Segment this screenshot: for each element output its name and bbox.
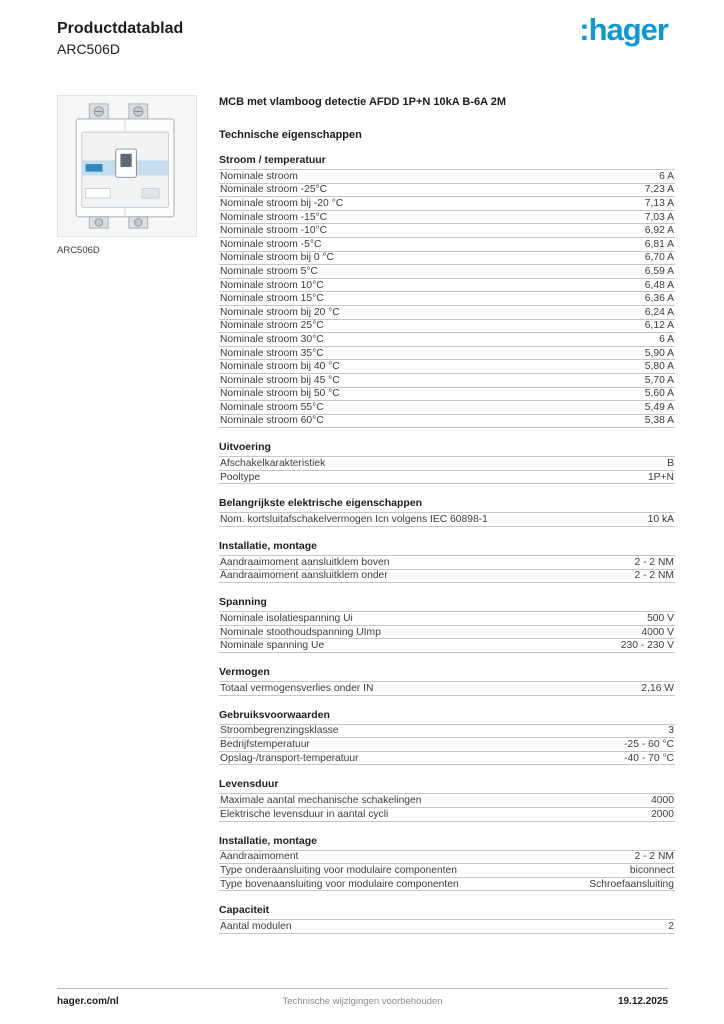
- spec-label: Nominale stroom 5°C: [220, 265, 318, 277]
- spec-label: Opslag-/transport-temperatuur: [220, 752, 359, 764]
- spec-label: Nominale stroom -5°C: [220, 238, 322, 250]
- spec-value: 6,12 A: [644, 320, 674, 332]
- spec-label: Nom. kortsluitafschakelvermogen Icn volgens IEC 60898-1: [220, 514, 488, 526]
- spec-value: -25 - 60 °C: [624, 739, 674, 751]
- section-rows: [219, 724, 675, 766]
- spec-label: Nominale stroom bij 50 °C: [220, 388, 340, 400]
- spec-label: Nominale isolatiespanning Ui: [220, 613, 353, 625]
- spec-label: Nominale stroom: [220, 170, 298, 182]
- spec-row: [219, 513, 675, 527]
- product-heading: MCB met vlamboog detectie AFDD 1P+N 10kA B-6A 2M: [219, 96, 506, 108]
- page-footer: [57, 988, 668, 1007]
- spec-label: Afschakelkarakteristiek: [220, 458, 326, 470]
- page-title: Productdatablad: [57, 20, 184, 37]
- spec-row: [219, 471, 675, 485]
- spec-value: 230 - 230 V: [620, 640, 674, 652]
- spec-label: Nominale stroom -25°C: [220, 184, 328, 196]
- section-rows: [219, 456, 675, 484]
- spec-value: 5,90 A: [644, 347, 674, 359]
- spec-label: Nominale stroom 30°C: [220, 333, 324, 345]
- section-rows: [219, 850, 675, 892]
- spec-value: 500 V: [647, 613, 674, 625]
- spec-label: Aandraaimoment: [220, 851, 299, 863]
- spec-label: Nominale stroom bij 45 °C: [220, 374, 340, 386]
- spec-label: Nominale stroom 25°C: [220, 320, 324, 332]
- spec-value: 5,70 A: [644, 374, 674, 386]
- product-image: [57, 95, 197, 237]
- hager-logo: :hager: [579, 12, 668, 47]
- spec-column: [219, 96, 675, 934]
- section-title: Installatie, montage: [219, 540, 318, 553]
- spec-row: [219, 639, 675, 653]
- spec-value: 3: [668, 725, 674, 737]
- spec-label: Nominale spanning Ue: [220, 640, 325, 652]
- spec-row: [219, 457, 675, 471]
- spec-label: Nominale stroom bij 40 °C: [220, 361, 340, 373]
- spec-label: Type onderaansluiting voor modulaire componenten: [220, 864, 457, 876]
- spec-value: 6,48 A: [644, 279, 674, 291]
- spec-value: 4000: [651, 795, 674, 807]
- product-image-caption: ARC506D: [57, 245, 100, 256]
- spec-row: [219, 738, 675, 752]
- spec-row: [219, 851, 675, 865]
- spec-row: [219, 388, 675, 402]
- spec-row: [219, 184, 675, 198]
- spec-label: Aandraaimoment aansluitklem boven: [220, 556, 390, 568]
- section-title: Capaciteit: [219, 904, 270, 917]
- section-title: Belangrijkste elektrische eigenschappen: [219, 497, 423, 510]
- spec-row: [219, 211, 675, 225]
- spec-value: 6,36 A: [644, 293, 674, 305]
- spec-value: 2 - 2 NM: [634, 556, 674, 568]
- spec-row: [219, 224, 675, 238]
- spec-row: [219, 752, 675, 766]
- footer-disclaimer: Technische wijzigingen voorbehouden: [282, 996, 443, 1007]
- spec-value: Schroefaansluiting: [589, 878, 674, 890]
- spec-value: biconnect: [629, 864, 674, 876]
- section-rows: [219, 512, 675, 527]
- spec-row: [219, 725, 675, 739]
- spec-label: Maximale aantal mechanische schakelingen: [220, 795, 422, 807]
- spec-label: Aandraaimoment aansluitklem onder: [220, 570, 388, 582]
- spec-value: B: [667, 458, 674, 470]
- spec-label: Stroombegrenzingsklasse: [220, 725, 339, 737]
- spec-label: Nominale stroom 55°C: [220, 401, 324, 413]
- spec-value: 2,16 W: [641, 682, 674, 694]
- spec-row: [219, 238, 675, 252]
- spec-row: [219, 360, 675, 374]
- spec-value: 2 - 2 NM: [634, 570, 674, 582]
- spec-sections: [219, 154, 675, 934]
- spec-value: 6,24 A: [644, 306, 674, 318]
- page-header: [57, 20, 183, 57]
- spec-label: Nominale stroom bij 0 °C: [220, 252, 334, 264]
- spec-row: [219, 612, 675, 626]
- spec-value: 6,92 A: [644, 225, 674, 237]
- spec-value: 7,03 A: [644, 211, 674, 223]
- spec-row: [219, 292, 675, 306]
- spec-row: [219, 920, 675, 934]
- spec-value: 10 kA: [647, 514, 674, 526]
- spec-row: [219, 252, 675, 266]
- product-column: [57, 95, 197, 256]
- spec-value: 5,60 A: [644, 388, 674, 400]
- spec-label: Nominale stroom 35°C: [220, 347, 324, 359]
- section-title: Vermogen: [219, 666, 270, 679]
- spec-label: Totaal vermogensverlies onder IN: [220, 682, 374, 694]
- spec-label: Type bovenaansluiting voor modulaire componenten: [220, 878, 459, 890]
- spec-value: 4000 V: [641, 626, 674, 638]
- tech-properties-title: Technische eigenschappen: [219, 129, 362, 141]
- section-title: Installatie, montage: [219, 834, 318, 847]
- spec-label: Pooltype: [220, 471, 261, 483]
- spec-row: [219, 808, 675, 822]
- spec-value: 2: [668, 921, 674, 933]
- spec-row: [219, 320, 675, 334]
- spec-value: 6,59 A: [644, 265, 674, 277]
- spec-row: [219, 279, 675, 293]
- spec-row: [219, 570, 675, 584]
- spec-value: 2000: [651, 808, 674, 820]
- spec-row: [219, 878, 675, 892]
- spec-row: [219, 682, 675, 696]
- spec-value: 6,81 A: [644, 238, 674, 250]
- spec-label: Elektrische levensduur in aantal cycli: [220, 808, 389, 820]
- spec-value: -40 - 70 °C: [624, 752, 674, 764]
- spec-row: [219, 170, 675, 184]
- spec-row: [219, 374, 675, 388]
- spec-label: Aantal modulen: [220, 921, 292, 933]
- spec-label: Bedrijfstemperatuur: [220, 739, 310, 751]
- section-title: Levensduur: [219, 778, 279, 791]
- section-rows: [219, 793, 675, 821]
- spec-value: 5,38 A: [644, 415, 674, 427]
- spec-row: [219, 306, 675, 320]
- section-title: Spanning: [219, 596, 267, 609]
- spec-row: [219, 864, 675, 878]
- spec-row: [219, 347, 675, 361]
- spec-label: Nominale stroom -10°C: [220, 225, 328, 237]
- spec-label: Nominale stroom 15°C: [220, 293, 324, 305]
- page-subtitle: ARC506D: [57, 41, 121, 57]
- spec-value: 7,23 A: [644, 184, 674, 196]
- section-rows: [219, 611, 675, 653]
- footer-date: 19.12.2025: [617, 996, 668, 1007]
- spec-value: 2 - 2 NM: [634, 851, 674, 863]
- section-rows: [219, 681, 675, 696]
- spec-value: 6 A: [659, 333, 674, 345]
- circuit-breaker-illustration: [68, 102, 186, 230]
- spec-label: Nominale stoothoudspanning UImp: [220, 626, 381, 638]
- spec-value: 6 A: [659, 170, 674, 182]
- section-rows: [219, 919, 675, 934]
- spec-row: [219, 794, 675, 808]
- section-rows: [219, 169, 675, 428]
- spec-value: 1P+N: [647, 471, 674, 483]
- spec-row: [219, 265, 675, 279]
- spec-value: 7,13 A: [644, 197, 674, 209]
- spec-row: [219, 333, 675, 347]
- spec-row: [219, 415, 675, 429]
- section-title: Uitvoering: [219, 441, 271, 454]
- spec-row: [219, 401, 675, 415]
- spec-label: Nominale stroom -15°C: [220, 211, 328, 223]
- spec-row: [219, 626, 675, 640]
- spec-row: [219, 556, 675, 570]
- spec-label: Nominale stroom 10°C: [220, 279, 324, 291]
- spec-value: 6,70 A: [644, 252, 674, 264]
- section-title: Stroom / temperatuur: [219, 154, 326, 166]
- spec-value: 5,49 A: [644, 401, 674, 413]
- spec-label: Nominale stroom 60°C: [220, 415, 324, 427]
- section-title: Gebruiksvoorwaarden: [219, 708, 330, 721]
- spec-value: 5,80 A: [644, 361, 674, 373]
- spec-label: Nominale stroom bij -20 °C: [220, 197, 344, 209]
- footer-website: hager.com/nl: [57, 996, 119, 1007]
- section-rows: [219, 555, 675, 583]
- spec-row: [219, 197, 675, 211]
- spec-label: Nominale stroom bij 20 °C: [220, 306, 340, 318]
